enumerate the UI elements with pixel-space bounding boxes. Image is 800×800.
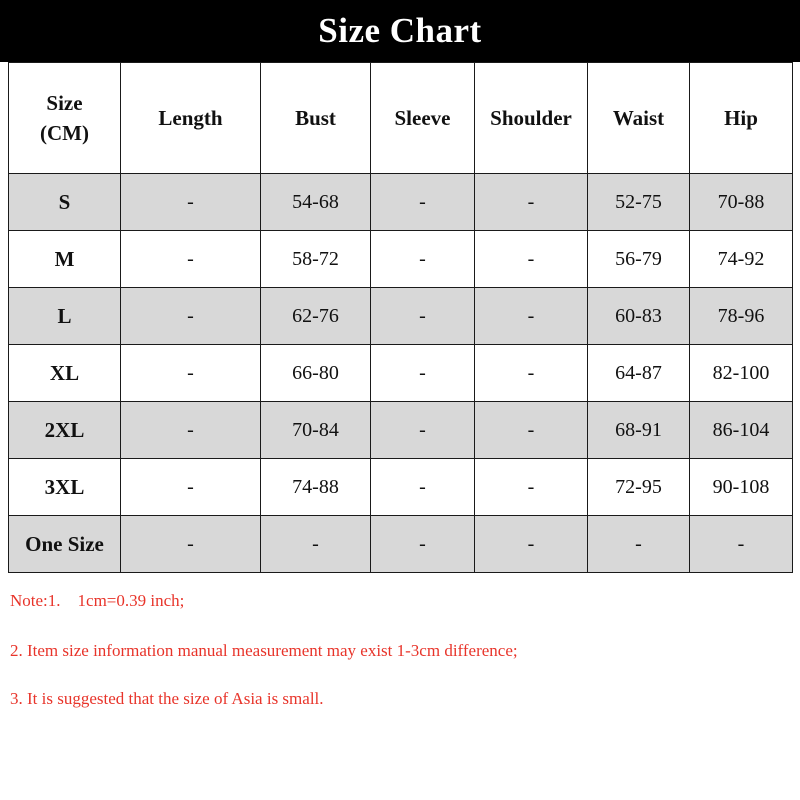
cell-waist: 56-79 xyxy=(588,231,690,288)
cell-bust: 58-72 xyxy=(261,231,371,288)
cell-waist: 72-95 xyxy=(588,459,690,516)
cell-sleeve: - xyxy=(371,288,475,345)
note-line-3: 3. It is suggested that the size of Asia is small. xyxy=(10,689,324,708)
column-header-hip: Hip xyxy=(690,63,793,174)
column-header-size-line2: (CM) xyxy=(40,121,89,145)
table-row xyxy=(9,345,793,402)
cell-sleeve: - xyxy=(371,174,475,231)
cell-length: - xyxy=(121,402,261,459)
cell-size: M xyxy=(9,231,121,288)
table-header xyxy=(9,63,793,174)
cell-length: - xyxy=(121,459,261,516)
table-row xyxy=(9,288,793,345)
cell-sleeve: - xyxy=(371,231,475,288)
cell-hip: 82-100 xyxy=(690,345,793,402)
size-chart-container xyxy=(0,62,800,573)
cell-hip: 90-108 xyxy=(690,459,793,516)
column-header-shoulder: Shoulder xyxy=(475,63,588,174)
cell-sleeve: - xyxy=(371,459,475,516)
cell-size: One Size xyxy=(9,516,121,573)
column-header-length: Length xyxy=(121,63,261,174)
cell-hip: 78-96 xyxy=(690,288,793,345)
cell-size: 3XL xyxy=(9,459,121,516)
cell-shoulder: - xyxy=(475,174,588,231)
cell-bust: 70-84 xyxy=(261,402,371,459)
cell-waist: 60-83 xyxy=(588,288,690,345)
cell-sleeve: - xyxy=(371,345,475,402)
cell-waist: 52-75 xyxy=(588,174,690,231)
notes-section xyxy=(0,573,800,709)
cell-bust: 62-76 xyxy=(261,288,371,345)
cell-size: XL xyxy=(9,345,121,402)
cell-length: - xyxy=(121,174,261,231)
cell-shoulder: - xyxy=(475,459,588,516)
column-header-size-line1: Size xyxy=(46,90,83,115)
column-header-size xyxy=(9,63,121,174)
cell-shoulder: - xyxy=(475,288,588,345)
cell-bust: - xyxy=(261,516,371,573)
table-row xyxy=(9,402,793,459)
cell-length: - xyxy=(121,516,261,573)
cell-length: - xyxy=(121,231,261,288)
cell-hip: - xyxy=(690,516,793,573)
table-header-row xyxy=(9,63,793,174)
cell-shoulder: - xyxy=(475,516,588,573)
table-row xyxy=(9,459,793,516)
size-chart-table xyxy=(8,62,793,573)
cell-bust: 54-68 xyxy=(261,174,371,231)
cell-size: S xyxy=(9,174,121,231)
cell-waist: - xyxy=(588,516,690,573)
table-body xyxy=(9,174,793,573)
cell-sleeve: - xyxy=(371,402,475,459)
table-row xyxy=(9,174,793,231)
cell-length: - xyxy=(121,288,261,345)
cell-shoulder: - xyxy=(475,345,588,402)
cell-hip: 70-88 xyxy=(690,174,793,231)
cell-bust: 66-80 xyxy=(261,345,371,402)
cell-waist: 68-91 xyxy=(588,402,690,459)
cell-hip: 74-92 xyxy=(690,231,793,288)
cell-shoulder: - xyxy=(475,402,588,459)
cell-size: L xyxy=(9,288,121,345)
column-header-waist: Waist xyxy=(588,63,690,174)
note-line-1: Note:1. 1cm=0.39 inch; xyxy=(10,591,185,610)
cell-waist: 64-87 xyxy=(588,345,690,402)
cell-sleeve: - xyxy=(371,516,475,573)
cell-size: 2XL xyxy=(9,402,121,459)
page-title: Size Chart xyxy=(0,0,800,62)
table-row xyxy=(9,516,793,573)
table-row xyxy=(9,231,793,288)
cell-hip: 86-104 xyxy=(690,402,793,459)
column-header-sleeve: Sleeve xyxy=(371,63,475,174)
note-line-2: 2. Item size information manual measurement may exist 1-3cm difference; xyxy=(10,641,518,660)
cell-bust: 74-88 xyxy=(261,459,371,516)
cell-shoulder: - xyxy=(475,231,588,288)
column-header-bust: Bust xyxy=(261,63,371,174)
cell-length: - xyxy=(121,345,261,402)
